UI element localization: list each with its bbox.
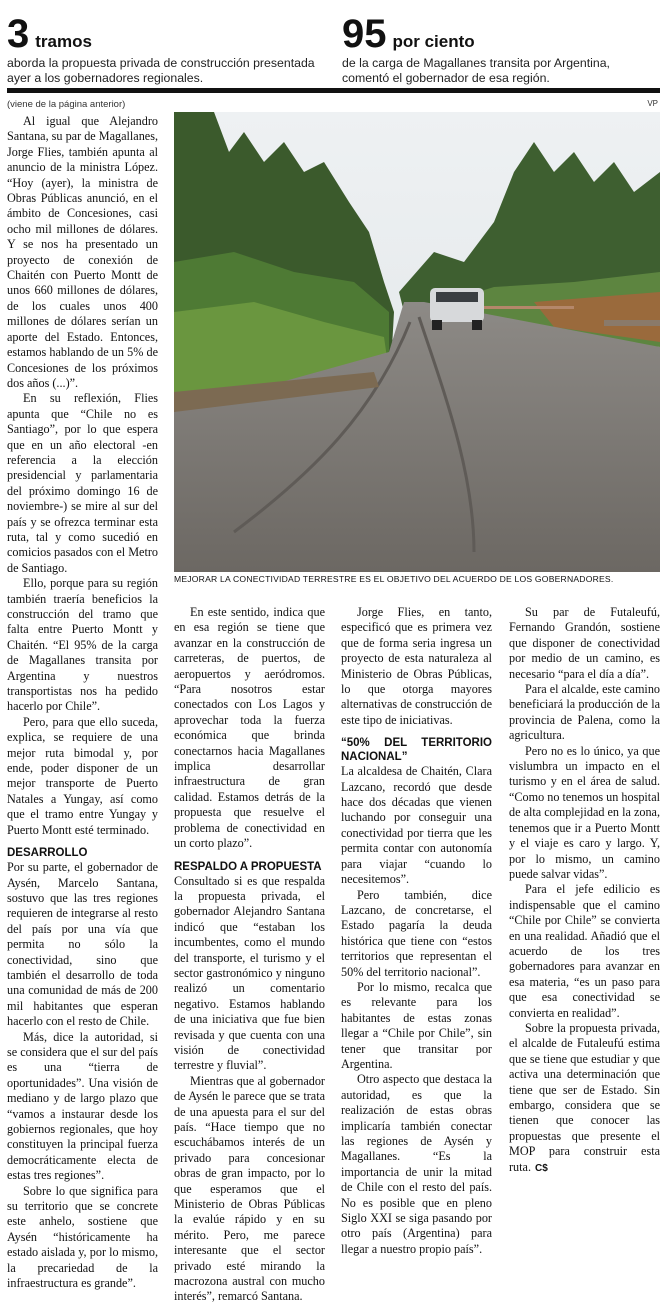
paragraph-text: Sobre la propuesta privada, el alcalde de Futaleufú estima que se tiene que estudiar y que activa una determinación que tiene que ser de Estado. Sin embargo, considera que se tienen que conocer las propuestas que presente el MOP para construir esta ruta.: [509, 1020, 660, 1174]
paragraph: Sobre lo que significa para su territorio que se concrete este anhelo, sostiene que Aysén “históricamente ha estado aislada y, por lo mismo, la precariedad de la infraestructura es grande”.: [7, 1183, 158, 1291]
paragraph: La alcaldesa de Chaitén, Clara Lazcano, recordó que desde hace dos décadas que vienen luchando por conseguir una conectividad por tierra que les permita contar con autonomía para viajar “cuando lo necesitemos”.: [341, 764, 492, 887]
article-column-2: [174, 605, 325, 1305]
article-column-4: [509, 605, 660, 1176]
header-divider: [7, 88, 660, 93]
paragraph: Pero, para que ello suceda, explica, se requiere de una mejor ruta bimodal y, por ende, poder disponer de un mejor transporte de Puerto Natales a Yungay, así como que el tramo entre Yungay y Puerto Montt esté terminado.: [7, 714, 158, 837]
stat-por-ciento: [342, 14, 660, 85]
article-column-1: [7, 114, 158, 1291]
photo-caption: MEJORAR LA CONECTIVIDAD TERRESTRE ES EL OBJETIVO DEL ACUERDO DE LOS GOBERNADORES.: [174, 574, 614, 584]
paragraph: Al igual que Alejandro Santana, su par de Magallanes, Jorge Flies, también apunta al anuncio de la ministra López. “Hoy (ayer), la ministra de Obras Públicas anunció, en el ámbito de Concesiones, casi ocho mil millones de dólares. Y se nos ha presentado un proyecto de conexión de Chaitén con Puerto Montt de unos 660 millones de dólares, de los cuales unos 400 millones de dólares serían un aporte del Estado. Entonces, estamos hablando de un 5% de Concesiones de los próximos dos años (...)”.: [7, 114, 158, 390]
stat-unit: por ciento: [392, 32, 475, 51]
paragraph: Consultado si es que respalda la propuesta privada, el gobernador Alejandro Santana indicó que “estaban los incumbentes, como el mundo del transporte, el turismo y el sector gastronómico y ninguno realizó un comentario negativo. Estamos hablando de una iniciativa que fue bien revisada y que cuenta con una visión de conectividad terrestre y fluvial”.: [174, 873, 325, 1073]
paragraph: Jorge Flies, en tanto, especificó que es primera vez que de forma seria ingresa un proyecto de esta naturaleza al Ministerio de Obras Públicas, lo que otorga mayores alternativas de construcción de este tipo de iniciativas.: [341, 605, 492, 727]
stat-tramos: [7, 14, 337, 85]
paragraph: Por lo mismo, recalca que es relevante para los habitantes de estas zonas llegar a “Chile por Chile”, sin tener que transitar por Argentina.: [341, 979, 492, 1071]
road-photo: [174, 112, 660, 572]
paragraph: [509, 1021, 660, 1176]
end-mark: C$: [535, 1162, 548, 1174]
paragraph: En su reflexión, Flies apunta que “Chile no es Santiago”, por lo que espera que en un año electoral -en referencia a la elección presidencial y parlamentaria del próximo domingo 16 de noviembre-) se mire al sur del país y se ofrezca terminar esta ruta, tal y como sucedió en comicios pasados con el Metro de Santiago.: [7, 391, 158, 575]
article-column-3: [341, 605, 492, 1257]
subheading-respaldo: RESPALDO A PROPUESTA: [174, 860, 322, 873]
stat-number: 3: [7, 12, 30, 56]
paragraph: Otro aspecto que destaca la autoridad, es que la realización de estas obras implicaría también conectar las regiones de Aysén y Magallanes. “Es la importancia de unir la mitad de Chile con el resto del país. No es posible que en pleno Siglo XXI se siga pasando por otro país (Argentina) para llegar a nuestro propio país”.: [341, 1072, 492, 1256]
stat-description: aborda la propuesta privada de construcción presentada ayer a los gobernadores regionales.: [7, 56, 315, 85]
continued-note: (viene de la página anterior): [7, 99, 126, 110]
paragraph: Pero también, dice Lazcano, de concretarse, el Estado pagaría la deuda histórica que tiene con “estos territorios que representan el 50% del territorio nacional”.: [341, 887, 492, 979]
paragraph: Pero no es lo único, ya que vislumbra un impacto en el turismo y en el área de salud. “Como no tenemos un hospital de alta complejidad en la zona, tenemos que ir a Puerto Montt y el viaje es caro y largo. Y, por lo mismo, un camino puede salvar vidas”.: [509, 743, 660, 881]
subheading-territorio: “50% DEL TERRITORIO NACIONAL”: [341, 737, 492, 764]
stat-number: 95: [342, 12, 387, 56]
paragraph: Más, dice la autoridad, si se considera que el sur del país es una “tierra de oportunidades”. Una visión de mediano y de largo plazo que “vamos a instaurar desde los gobiernos regionales, que hoy constituyen la principal fuerza democráticamente electa de estas tres regiones”.: [7, 1029, 158, 1183]
paragraph: Por su parte, el gobernador de Aysén, Marcelo Santana, sostuvo que las tres regiones requieren de integrarse al resto del país por una vía que permita no sólo la conectividad, sino que también el desarrollo de toda una comunidad de más de 200 mil habitantes que esperan hacerlo con el resto de Chile.: [7, 860, 158, 1029]
paragraph: En este sentido, indica que en esa región se tiene que avanzar en la construcción de carreteras, de puertos, de aeropuertos y aeródromos. “Para nosotros estar conectados con Los Lagos y aprovechar toda la fuerza económica que brinda conectarnos hacia Magallanes implica desarrollar infraestructura de gran calidad. Estamos detrás de la propuesta que resuelve el problema de conectividad en un corto plazo”.: [174, 605, 325, 851]
photo-credit: VP: [647, 99, 658, 108]
paragraph: Para el jefe edilicio es indispensable que el camino “Chile por Chile” se convierta en una realidad. Añadió que el acuerdo de los tres gobernadores para avanzar en esa materia, “es un paso para que esa conectividad se convierta en realidad”.: [509, 882, 660, 1020]
paragraph: Ello, porque para su región también traería beneficios la construcción del tramo que falta entre Puerto Montt y Chaitén. “El 95% de la carga de Magallanes transita por Argentina y nuestros transportistas nos ha pedido hacerlo por Chile”.: [7, 576, 158, 714]
paragraph: Su par de Futaleufú, Fernando Grandón, sostiene que disponer de conectividad por medio de un camino, es necesario “para el día a día”.: [509, 605, 660, 681]
paragraph: Mientras que al gobernador de Aysén le parece que se trata de una apuesta para el sur del país. “Hace tiempo que no escuchábamos interés de un privado para concesionar obras de gran impacto, por lo que esperamos que el Ministerio de Obras Públicas la evalúe rápido y en su mérito. Pero, me parece interesante que el sector privado esté mirando la macrozona austral con mucho interés”, remarcó Santana.: [174, 1073, 325, 1304]
road-photo-image: [174, 112, 660, 572]
paragraph: Para el alcalde, este camino beneficiará la producción de la provincia de Palena, como la agricultura.: [509, 682, 661, 743]
header-band: [0, 0, 667, 94]
stat-description: de la carga de Magallanes transita por Argentina, comentó el gobernador de esa región.: [342, 56, 610, 85]
subheading-desarrollo: DESARROLLO: [7, 847, 88, 860]
stat-unit: tramos: [35, 32, 92, 51]
